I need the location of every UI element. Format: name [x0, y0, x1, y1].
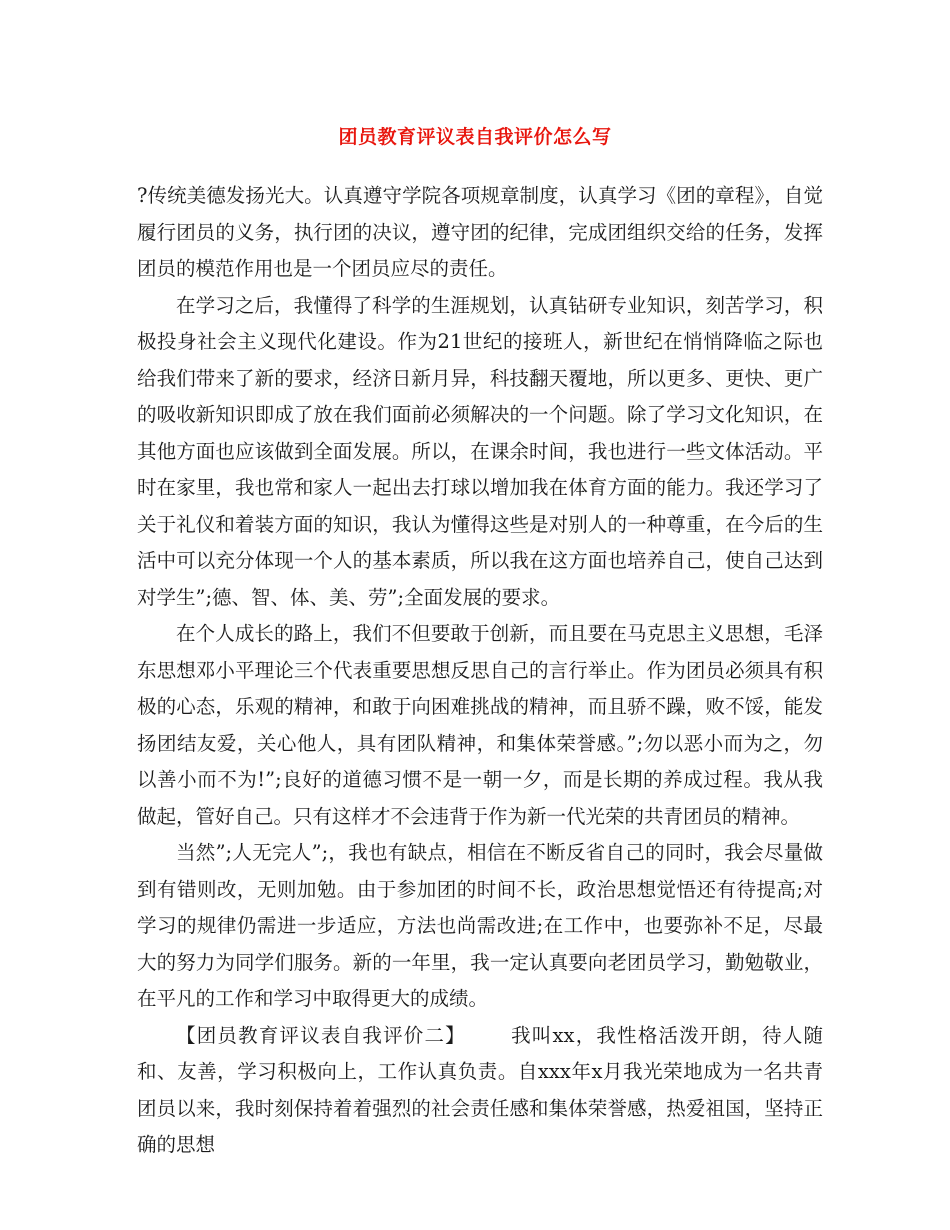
document-title: 团员教育评议表自我评价怎么写	[338, 126, 612, 148]
paragraph-3: 在个人成长的路上，我们不但要敢于创新，而且要在马克思主义思想，毛泽东思想邓小平理论三个代表重要思想反思自己的言行举止。作为团员必须具有积极的心态，乐观的精神，和敢于向困难挑战的精神，而且骄不躁，败不馁，能发扬团结友爱，关心他人，具有团队精神，和集体荣誉感。”;勿以恶小而为之，勿以善小而不为!”;良好的道德习惯不是一朝一夕，而是长期的养成过程。我从我做起，管好自己。只有这样才不会违背于作为新一代光荣的共青团员的精神。	[137, 622, 823, 828]
paragraph-5	[137, 1018, 823, 1164]
document-body	[137, 178, 823, 1164]
paragraph-2: 在学习之后，我懂得了科学的生涯规划，认真钻研专业知识，刻苦学习，积极投身社会主义现代化建设。作为21世纪的接班人，新世纪在悄悄降临之际也给我们带来了新的要求，经济日新月异，科技翻天覆地，所以更多、更快、更广的吸收新知识即成了放在我们面前必须解决的一个问题。除了学习文化知识，在其他方面也应该做到全面发展。所以，在课余时间，我也进行一些文体活动。平时在家里，我也常和家人一起出去打球以增加我在体育方面的能力。我还学习了关于礼仪和着装方面的知识，我认为懂得这些是对别人的一种尊重，在今后的生活中可以充分体现一个人的基本素质，所以我在这方面也培养自己，使自己达到对学生”;德、智、体、美、劳”;全面发展的要求。	[137, 293, 823, 609]
paragraph-4: 当然”;人无完人”;，我也有缺点，相信在不断反省自己的同时，我会尽量做到有错则改，无则加勉。由于参加团的时间不长，政治思想觉悟还有待提高;对学习的规律仍需进一步适应，方法也尚需改进;在工作中，也要弥补不足，尽最大的努力为同学们服务。新的一年里，我一定认真要向老团员学习，勤勉敬业，在平凡的工作和学习中取得更大的成绩。	[137, 841, 823, 1010]
section-text: 我叫xx，我性格活泼开朗，待人随和、友善，学习积极向上，工作认真负责。自xxx年x月我光荣地成为一名共青团员以来，我时刻保持着着强烈的社会责任感和集体荣誉感，热爱祖国，坚持正确的思想	[137, 1023, 823, 1156]
section-heading: 【团员教育评议表自我评价二】	[176, 1023, 466, 1047]
paragraph-1: ?传统美德发扬光大。认真遵守学院各项规章制度，认真学习《团的章程》，自觉履行团员的义务，执行团的决议，遵守团的纪律，完成团组织交给的任务，发挥团员的模范作用也是一个团员应尽的责任。	[137, 184, 823, 280]
